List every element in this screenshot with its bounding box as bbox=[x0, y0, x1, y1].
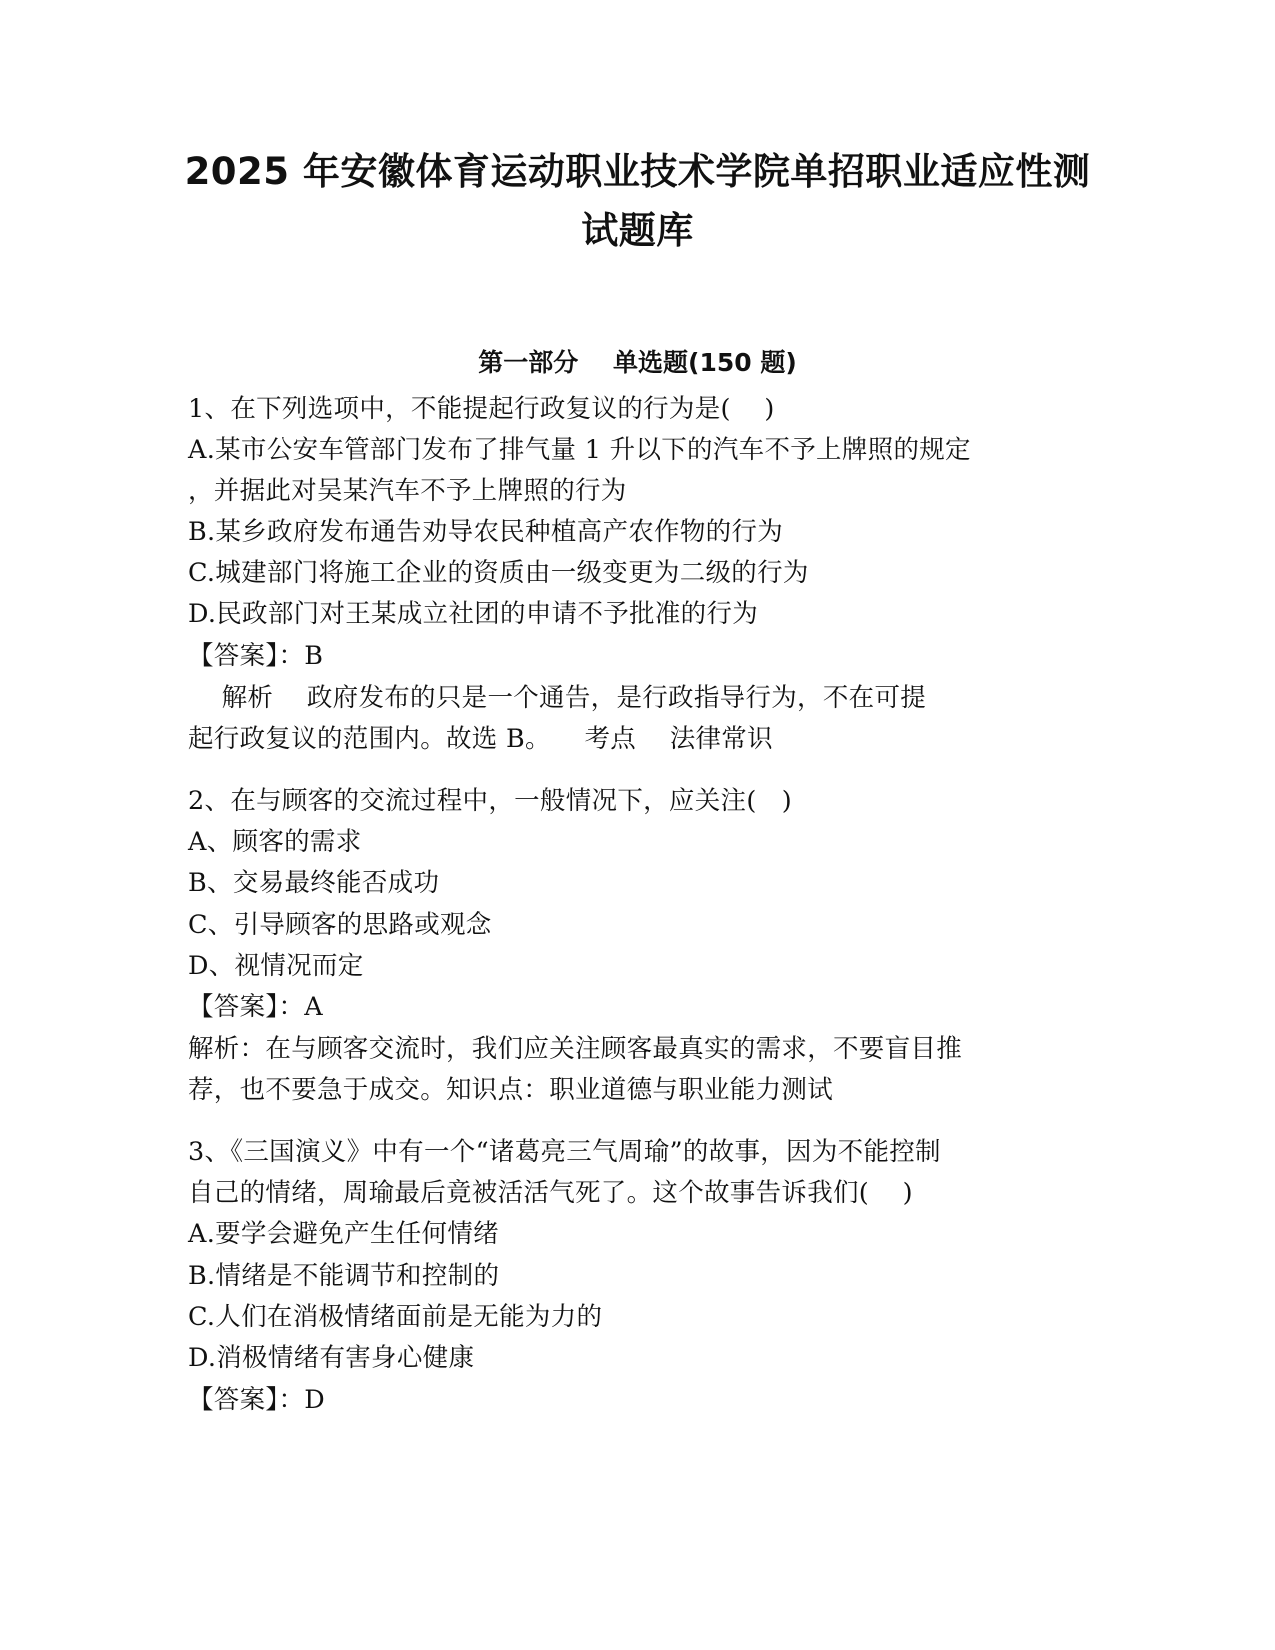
question-3-option-b: B.情绪是不能调节和控制的 bbox=[188, 1261, 500, 1291]
question-2-option-b: B、交易最终能否成功 bbox=[188, 868, 440, 898]
question-1-option-c: C.城建部门将施工企业的资质由一级变更为二级的行为 bbox=[188, 558, 809, 588]
question-1-analysis-1: 解析 政府发布的只是一个通告，是行政指导行为，不在可提 bbox=[188, 683, 927, 713]
question-3-answer: 【答案】：D bbox=[188, 1385, 325, 1415]
question-3-stem-2: 自己的情绪，周瑜最后竟被活活气死了。这个故事告诉我们( ) bbox=[188, 1178, 913, 1208]
question-2-analysis-1: 解析：在与顾客交流时，我们应关注顾客最真实的需求，不要盲目推 bbox=[188, 1034, 963, 1064]
question-2-answer: 【答案】：A bbox=[188, 992, 323, 1022]
question-3-option-d: D.消极情绪有害身心健康 bbox=[188, 1343, 475, 1373]
question-1-option-a-cont: ，并据此对吴某汽车不予上牌照的行为 bbox=[188, 476, 627, 506]
question-1-option-a: A.某市公安车管部门发布了排气量 1 升以下的汽车不予上牌照的规定 bbox=[188, 435, 971, 465]
question-2-option-a: A、顾客的需求 bbox=[188, 827, 362, 857]
question-3-stem-1: 3、《三国演义》中有一个“诸葛亮三气周瑜”的故事，因为不能控制 bbox=[188, 1137, 941, 1167]
question-1-answer: 【答案】：B bbox=[188, 641, 324, 671]
question-1-analysis-2: 起行政复议的范围内。故选 B。 考点 法律常识 bbox=[188, 724, 773, 754]
section-heading: 第一部分 单选题(150 题) bbox=[478, 348, 797, 377]
question-3-option-a: A.要学会避免产生任何情绪 bbox=[188, 1219, 499, 1249]
question-3-option-c: C.人们在消极情绪面前是无能为力的 bbox=[188, 1302, 603, 1332]
question-1-option-b: B.某乡政府发布通告劝导农民种植高产农作物的行为 bbox=[188, 517, 784, 547]
document-title bbox=[150, 142, 1125, 260]
question-1-stem: 1、在下列选项中，不能提起行政复议的行为是( ) bbox=[188, 394, 775, 424]
question-2-stem: 2、在与顾客的交流过程中，一般情况下，应关注( ) bbox=[188, 786, 793, 816]
question-2-option-c: C、引导顾客的思路或观念 bbox=[188, 910, 492, 940]
question-1-option-d: D.民政部门对王某成立社团的申请不予批准的行为 bbox=[188, 599, 759, 629]
question-2-option-d: D、视情况而定 bbox=[188, 951, 364, 981]
title-line-2: 试题库 bbox=[581, 209, 694, 252]
question-2-analysis-2: 荐，也不要急于成交。知识点：职业道德与职业能力测试 bbox=[188, 1075, 834, 1105]
title-line-1: 2025 年安徽体育运动职业技术学院单招职业适应性测 bbox=[184, 150, 1091, 193]
